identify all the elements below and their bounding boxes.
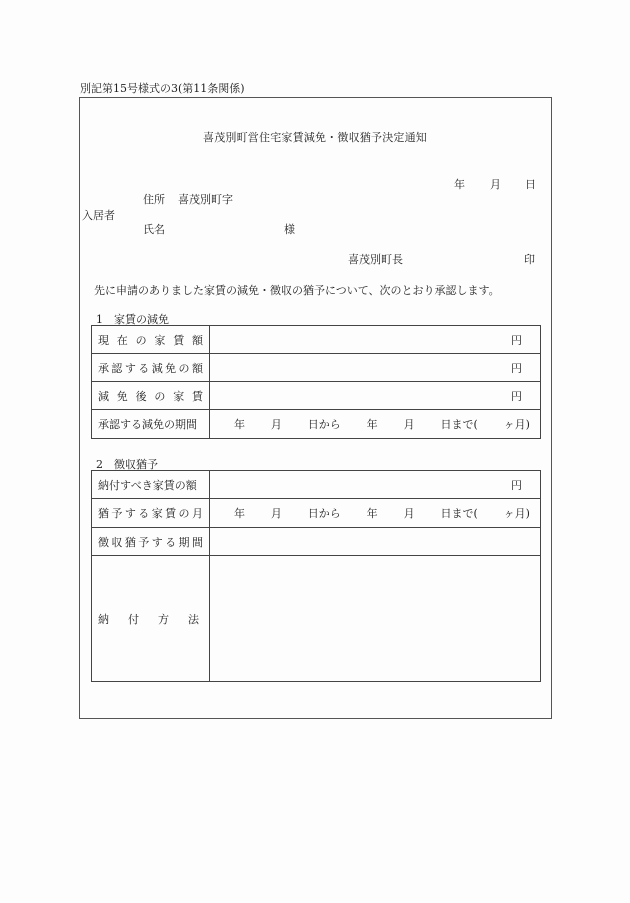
rent-after-reduction-row <box>92 382 541 410</box>
period-end-month: 月 <box>403 418 415 431</box>
label-char: 現 <box>98 333 109 347</box>
label-char: 賃 <box>173 333 185 347</box>
reduction-period-label: 承認する減免の期間 <box>92 410 210 439</box>
label-char: 減 <box>151 361 163 375</box>
label-char: 間 <box>191 535 203 549</box>
label-char: 免 <box>165 361 177 375</box>
label-char: す <box>124 507 136 520</box>
current-rent-row <box>92 326 541 354</box>
deferred-rent-month-value[interactable] <box>210 499 541 528</box>
label-char: 承 <box>98 361 109 375</box>
reduction-period-row <box>92 410 541 439</box>
label-char: 家 <box>154 333 166 347</box>
collection-deferral-table <box>91 470 541 682</box>
deferred-months: ヶ月) <box>503 507 530 520</box>
resident-label: 入居者 <box>82 209 115 222</box>
period-start-day: 日から <box>307 418 341 431</box>
period-months: ヶ月) <box>503 418 530 431</box>
date-year-label: 年 <box>454 178 465 191</box>
deferral-period-label <box>92 528 210 556</box>
payable-rent-row <box>92 471 541 499</box>
payment-method-label-chars <box>98 611 203 627</box>
approved-reduction-row <box>92 354 541 382</box>
label-char: 家 <box>151 507 163 520</box>
label-char: す <box>124 361 136 375</box>
name-label: 氏名 <box>143 223 165 236</box>
section1-heading: 1 家賃の減免 <box>96 313 169 326</box>
label-char: 方 <box>158 612 169 626</box>
label-char: 額 <box>191 333 203 347</box>
payment-method-label <box>92 556 210 682</box>
yen-unit: 円 <box>511 333 522 347</box>
deferred-period-parts <box>216 505 534 521</box>
rent-after-reduction-label <box>92 382 210 410</box>
label-char: 徴 <box>98 535 109 549</box>
label-char: の <box>135 333 147 347</box>
deferred-rent-month-label <box>92 499 210 528</box>
period-end-year: 年 <box>366 418 378 431</box>
deferred-start-month: 月 <box>270 507 282 520</box>
section2-heading: 2 徴収猶予 <box>96 458 158 471</box>
label-char: る <box>138 507 150 520</box>
label-char: 月 <box>191 507 203 520</box>
deferred-start-day: 日から <box>307 507 341 520</box>
deferred-end-day: 日まで( <box>440 507 478 520</box>
yen-unit: 円 <box>511 361 522 375</box>
address-value: 喜茂別町字 <box>178 193 233 206</box>
deferred-end-year: 年 <box>366 507 378 520</box>
current-rent-label <box>92 326 210 354</box>
approved-reduction-label-chars <box>98 360 203 376</box>
document-title: 喜茂別町営住宅家賃減免・徴収猶予決定通知 <box>203 131 427 144</box>
honorific-label: 様 <box>284 223 295 236</box>
payable-rent-value[interactable] <box>210 471 541 499</box>
label-char: 家 <box>173 389 185 403</box>
label-char: 在 <box>116 333 128 347</box>
label-char: 法 <box>188 612 199 626</box>
issuer-name: 喜茂別町長 <box>348 253 403 266</box>
label-char: 猶 <box>124 535 136 549</box>
date-day-label: 日 <box>525 178 536 191</box>
date-month-label: 月 <box>490 178 501 191</box>
deferral-period-label-chars <box>98 534 203 550</box>
deferral-period-value[interactable] <box>210 528 541 556</box>
label-char: の <box>178 507 190 520</box>
label-char: 賃 <box>165 507 177 520</box>
label-char: の <box>178 361 190 375</box>
address-label: 住所 <box>143 193 165 206</box>
yen-unit: 円 <box>511 389 522 403</box>
label-char: 付 <box>128 612 139 626</box>
label-char: 賃 <box>191 389 203 403</box>
rent-after-reduction-value[interactable] <box>210 382 541 410</box>
deferral-period-row <box>92 528 541 556</box>
label-char: 猶 <box>98 507 109 520</box>
payable-rent-label: 納付すべき家賃の額 <box>92 471 210 499</box>
label-char: 収 <box>111 535 123 549</box>
deferred-rent-month-label-chars <box>98 505 203 521</box>
approved-reduction-label <box>92 354 210 382</box>
payment-method-row <box>92 556 541 682</box>
label-char: 額 <box>191 361 203 375</box>
label-char: の <box>154 389 166 403</box>
rent-after-reduction-label-chars <box>98 388 203 404</box>
deferred-end-month: 月 <box>403 507 415 520</box>
label-char: す <box>151 535 163 549</box>
label-char: 後 <box>135 389 147 403</box>
yen-unit: 円 <box>511 478 522 492</box>
rent-reduction-table <box>91 325 541 439</box>
deferred-rent-month-row <box>92 499 541 528</box>
label-char: 認 <box>111 361 123 375</box>
reduction-period-parts <box>216 416 534 432</box>
approved-reduction-value[interactable] <box>210 354 541 382</box>
deferred-start-year: 年 <box>234 507 245 520</box>
period-end-day: 日まで( <box>440 418 478 431</box>
current-rent-value[interactable] <box>210 326 541 354</box>
label-char: 期 <box>178 535 190 549</box>
label-char: 納 <box>98 612 109 626</box>
current-rent-label-chars <box>98 332 203 348</box>
label-char: 減 <box>98 389 109 403</box>
seal-mark: 印 <box>524 253 535 266</box>
label-char: 予 <box>138 535 150 549</box>
period-start-month: 月 <box>270 418 282 431</box>
reduction-period-value[interactable] <box>210 410 541 439</box>
label-char: 免 <box>116 389 128 403</box>
label-char: 予 <box>111 507 123 520</box>
label-char: る <box>165 535 177 549</box>
label-char: る <box>138 361 150 375</box>
period-start-year: 年 <box>234 418 245 431</box>
approval-statement: 先に申請のありました家賃の減免・徴収の猶予について、次のとおり承認します。 <box>94 284 500 297</box>
payment-method-value[interactable] <box>210 556 541 682</box>
form-reference: 別記第15号様式の3(第11条関係) <box>80 82 245 95</box>
